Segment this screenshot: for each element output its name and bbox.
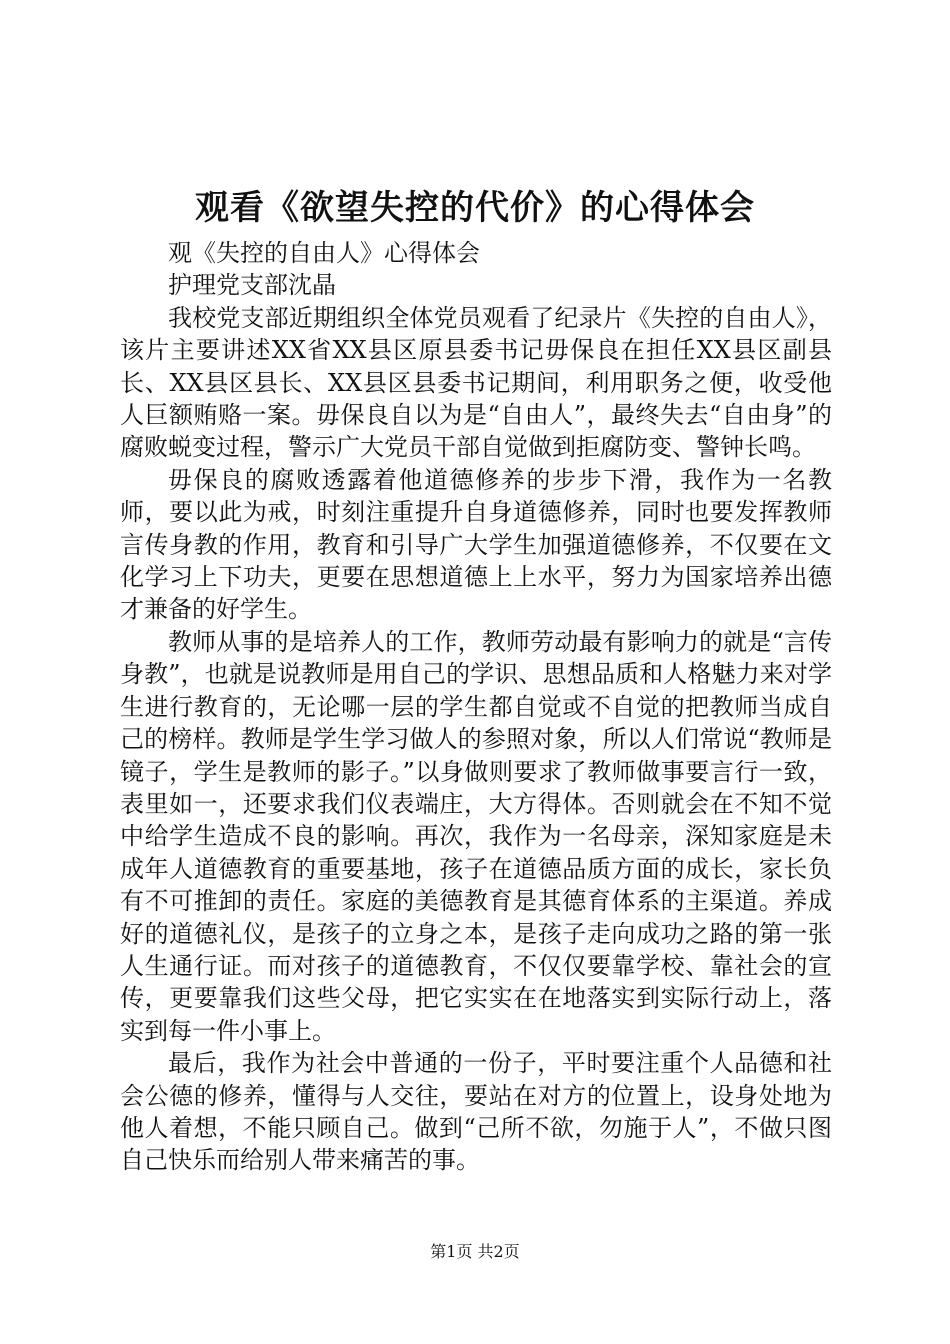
document-title: 观看《欲望失控的代价》的心得体会 <box>195 188 755 228</box>
author-paragraph: 护理党支部沈晶 <box>168 271 336 300</box>
body-paragraph-2: 毋保良的腐败透露着他道德修养的步步下滑，我作为一名教师，要以此为戒，时刻注重提升自身道德修养，同时也要发挥教师言传身教的作用，教育和引导广大学生加强道德修养，不仅要在文化学习上下功夫，更要在思想道德上上水平，努力为国家培养出德才兼备的好学生。 <box>120 465 832 624</box>
subtitle-paragraph: 观《失控的自由人》心得体会 <box>168 239 480 267</box>
body-paragraph-3: 教师从事的是培养人的工作，教师劳动最有影响力的就是“言传身教”，也就是说教师是用自己的学识、思想品质和人格魅力来对学生进行教育的，无论哪一层的学生都自觉或不自觉的把教师当成自己的榜样。教师是学生学习做人的参照对象，所以人们常说“教师是镜子，学生是教师的影子。”以身做则要求了教师做事要言行一致，表里如一，还要求我们仪表端庄，大方得体。否则就会在不知不觉中给学生造成不良的影响。再次，我作为一名母亲，深知家庭是未成年人道德教育的重要基地，孩子在道德品质方面的成长，家长负有不可推卸的责任。家庭的美德教育是其德育体系的主渠道。养成好的道德礼仪，是孩子的立身之本，是孩子走向成功之路的第一张人生通行证。而对孩子的道德教育，不仅仅要靠学校、靠社会的宣传，更要靠我们这些父母，把它实实在在地落实到实际行动上，落实到每一件小事上。 <box>120 627 832 1045</box>
document-body <box>120 237 832 1177</box>
body-paragraph-4: 最后，我作为社会中普通的一份子，平时要注重个人品德和社会公德的修养，懂得与人交往，要站在对方的位置上，设身处地为他人着想，不能只顾自己。做到“己所不欲，勿施于人”，不做只图自己快乐而给别人带来痛苦的事。 <box>120 1049 832 1175</box>
page-number-footer: 第1页 共2页 <box>430 1242 520 1261</box>
body-paragraph-1: 我校党支部近期组织全体党员观看了纪录片《失控的自由人》，该片主要讲述XX省XX县区原县委书记毋保良在担任XX县区副县长、XX县区县长、XX县区县委书记期间，利用职务之便，收受他人巨额贿赂一案。毋保良自以为是“自由人”，最终失去“自由身”的腐败蜕变过程，警示广大党员干部自觉做到拒腐防变、警钟长鸣。 <box>120 303 832 462</box>
